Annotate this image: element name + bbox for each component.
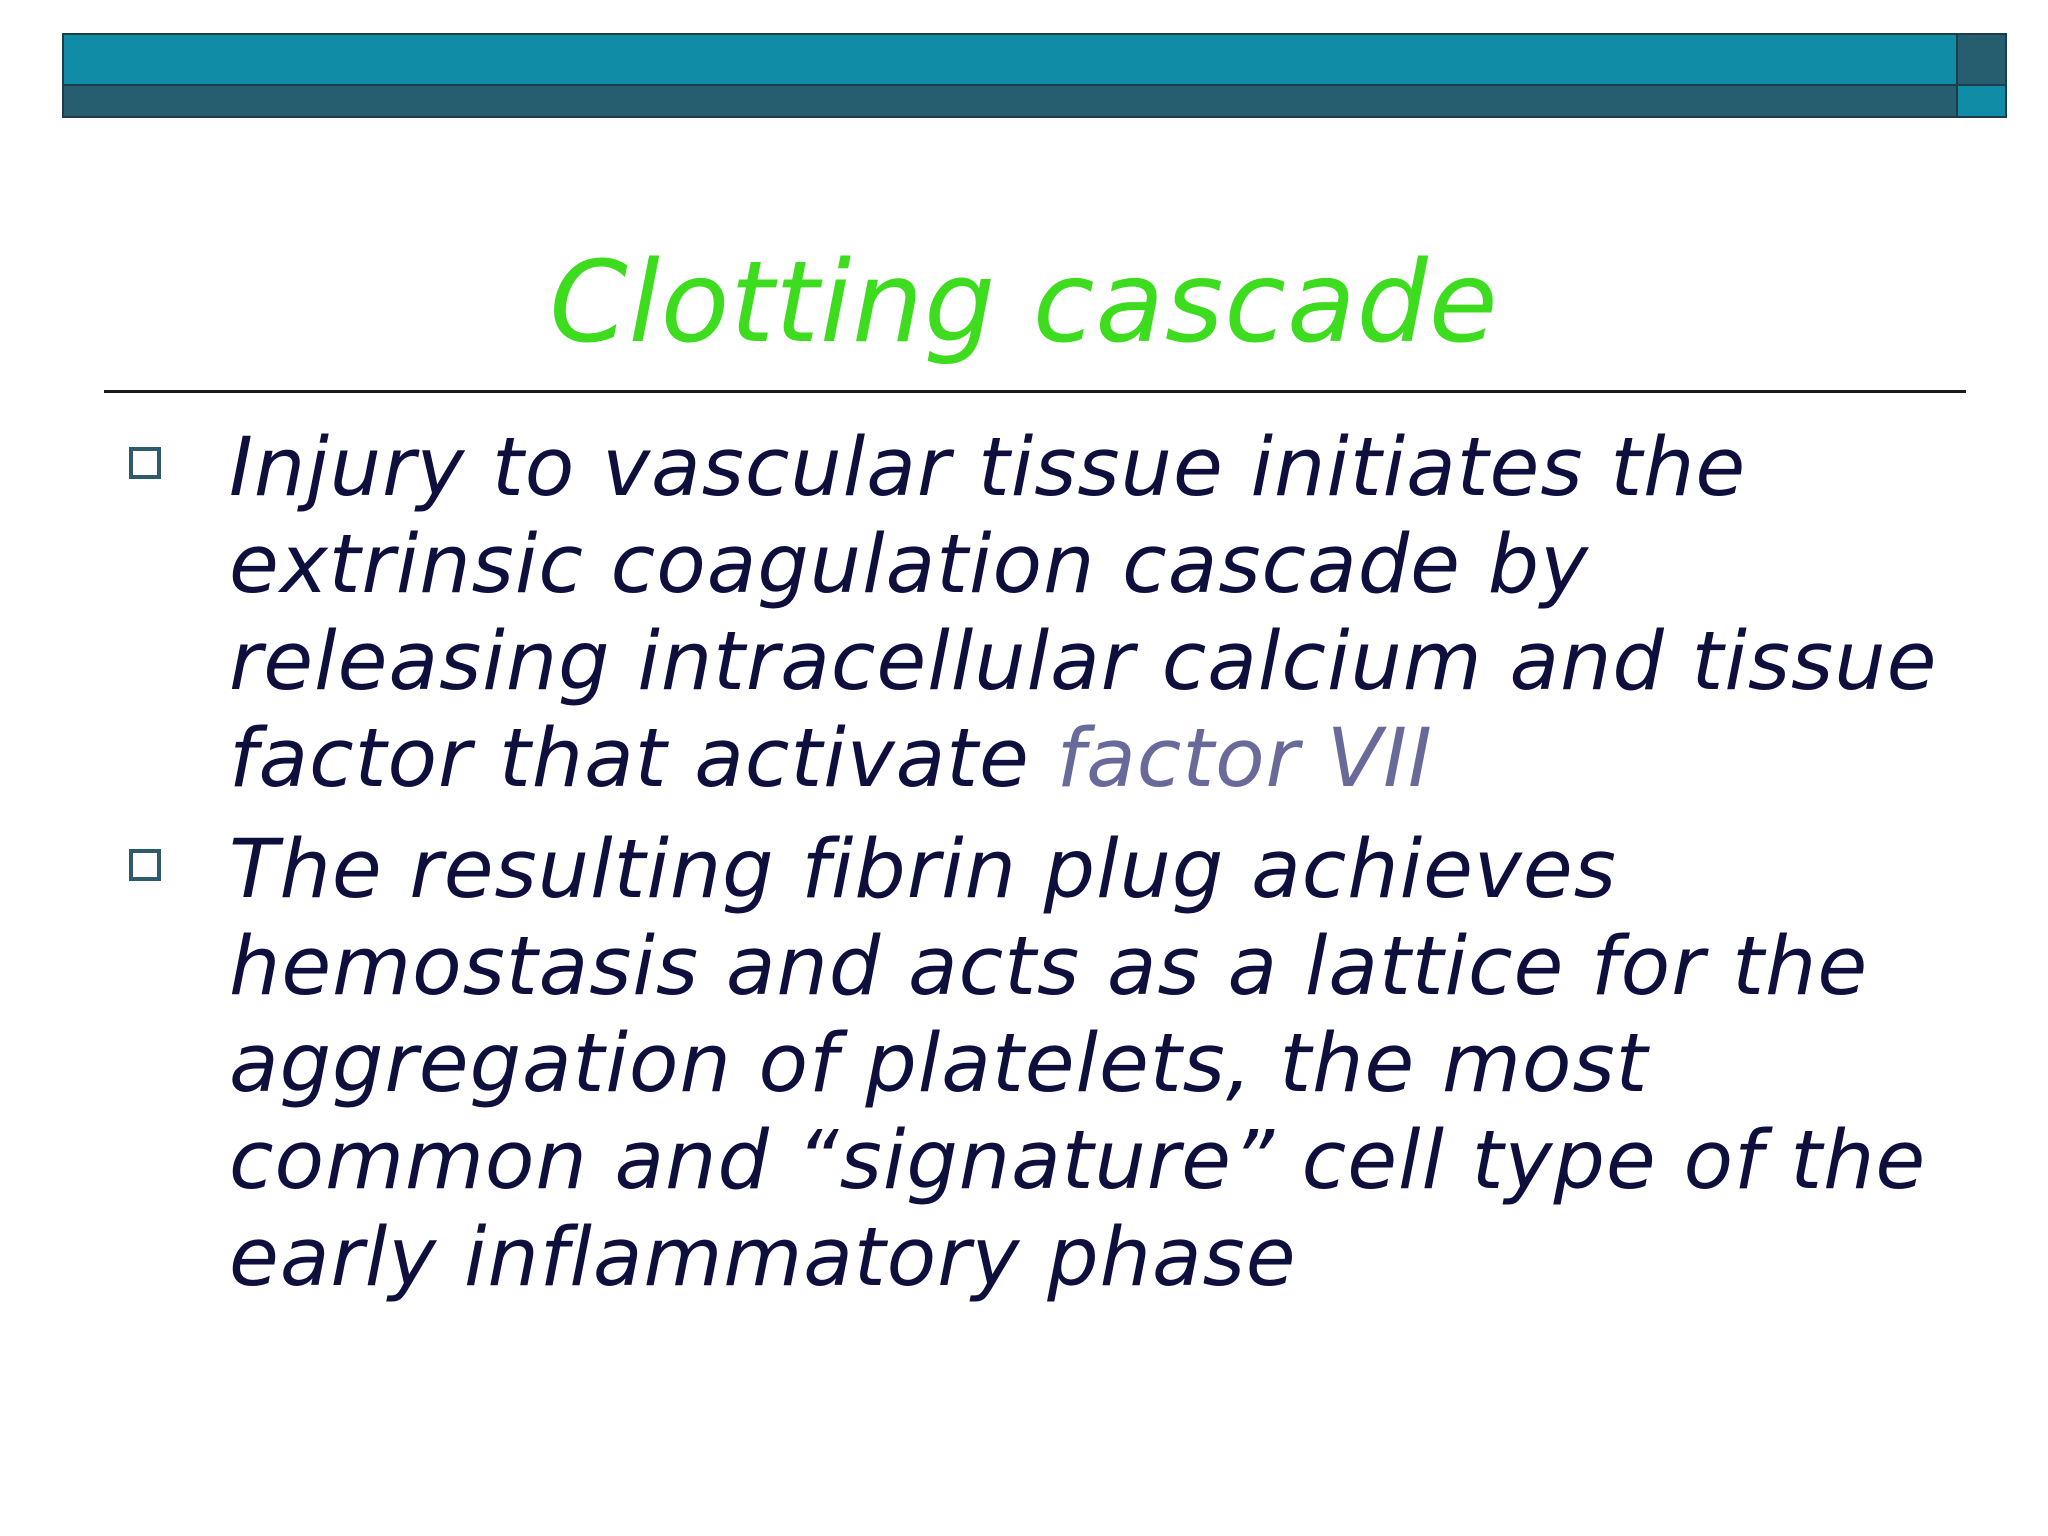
bullet-text-2: [229, 822, 1948, 1307]
bullet-list: [128, 420, 1948, 1321]
header-bar-bottom: [62, 84, 1958, 118]
square-bullet-icon: [129, 849, 161, 881]
bullet-text-1: [229, 420, 1948, 808]
header-corner-light: [1956, 84, 2007, 118]
bullet-text-2-main: The resulting fibrin plug achieves hemostasis and acts as a lattice for the aggregation of platelets, the most common and “signature” cell type of the early inflammatory phase: [229, 823, 1927, 1305]
header-bar-top: [62, 33, 1958, 86]
square-bullet-icon: [129, 447, 161, 479]
bullet-item-2: [128, 822, 1948, 1307]
slide-title: Clotting cascade: [549, 238, 1499, 368]
header-corner-dark: [1956, 33, 2007, 86]
title-divider: [104, 390, 1966, 393]
bullet-item-1: [128, 420, 1948, 808]
bullet-text-1-main: Injury to vascular tissue initiates the extrinsic coagulation cascade by releasing intracellular calcium and tissue factor that activate: [229, 421, 1938, 806]
bullet-text-1-highlight: factor VII: [1056, 712, 1433, 806]
